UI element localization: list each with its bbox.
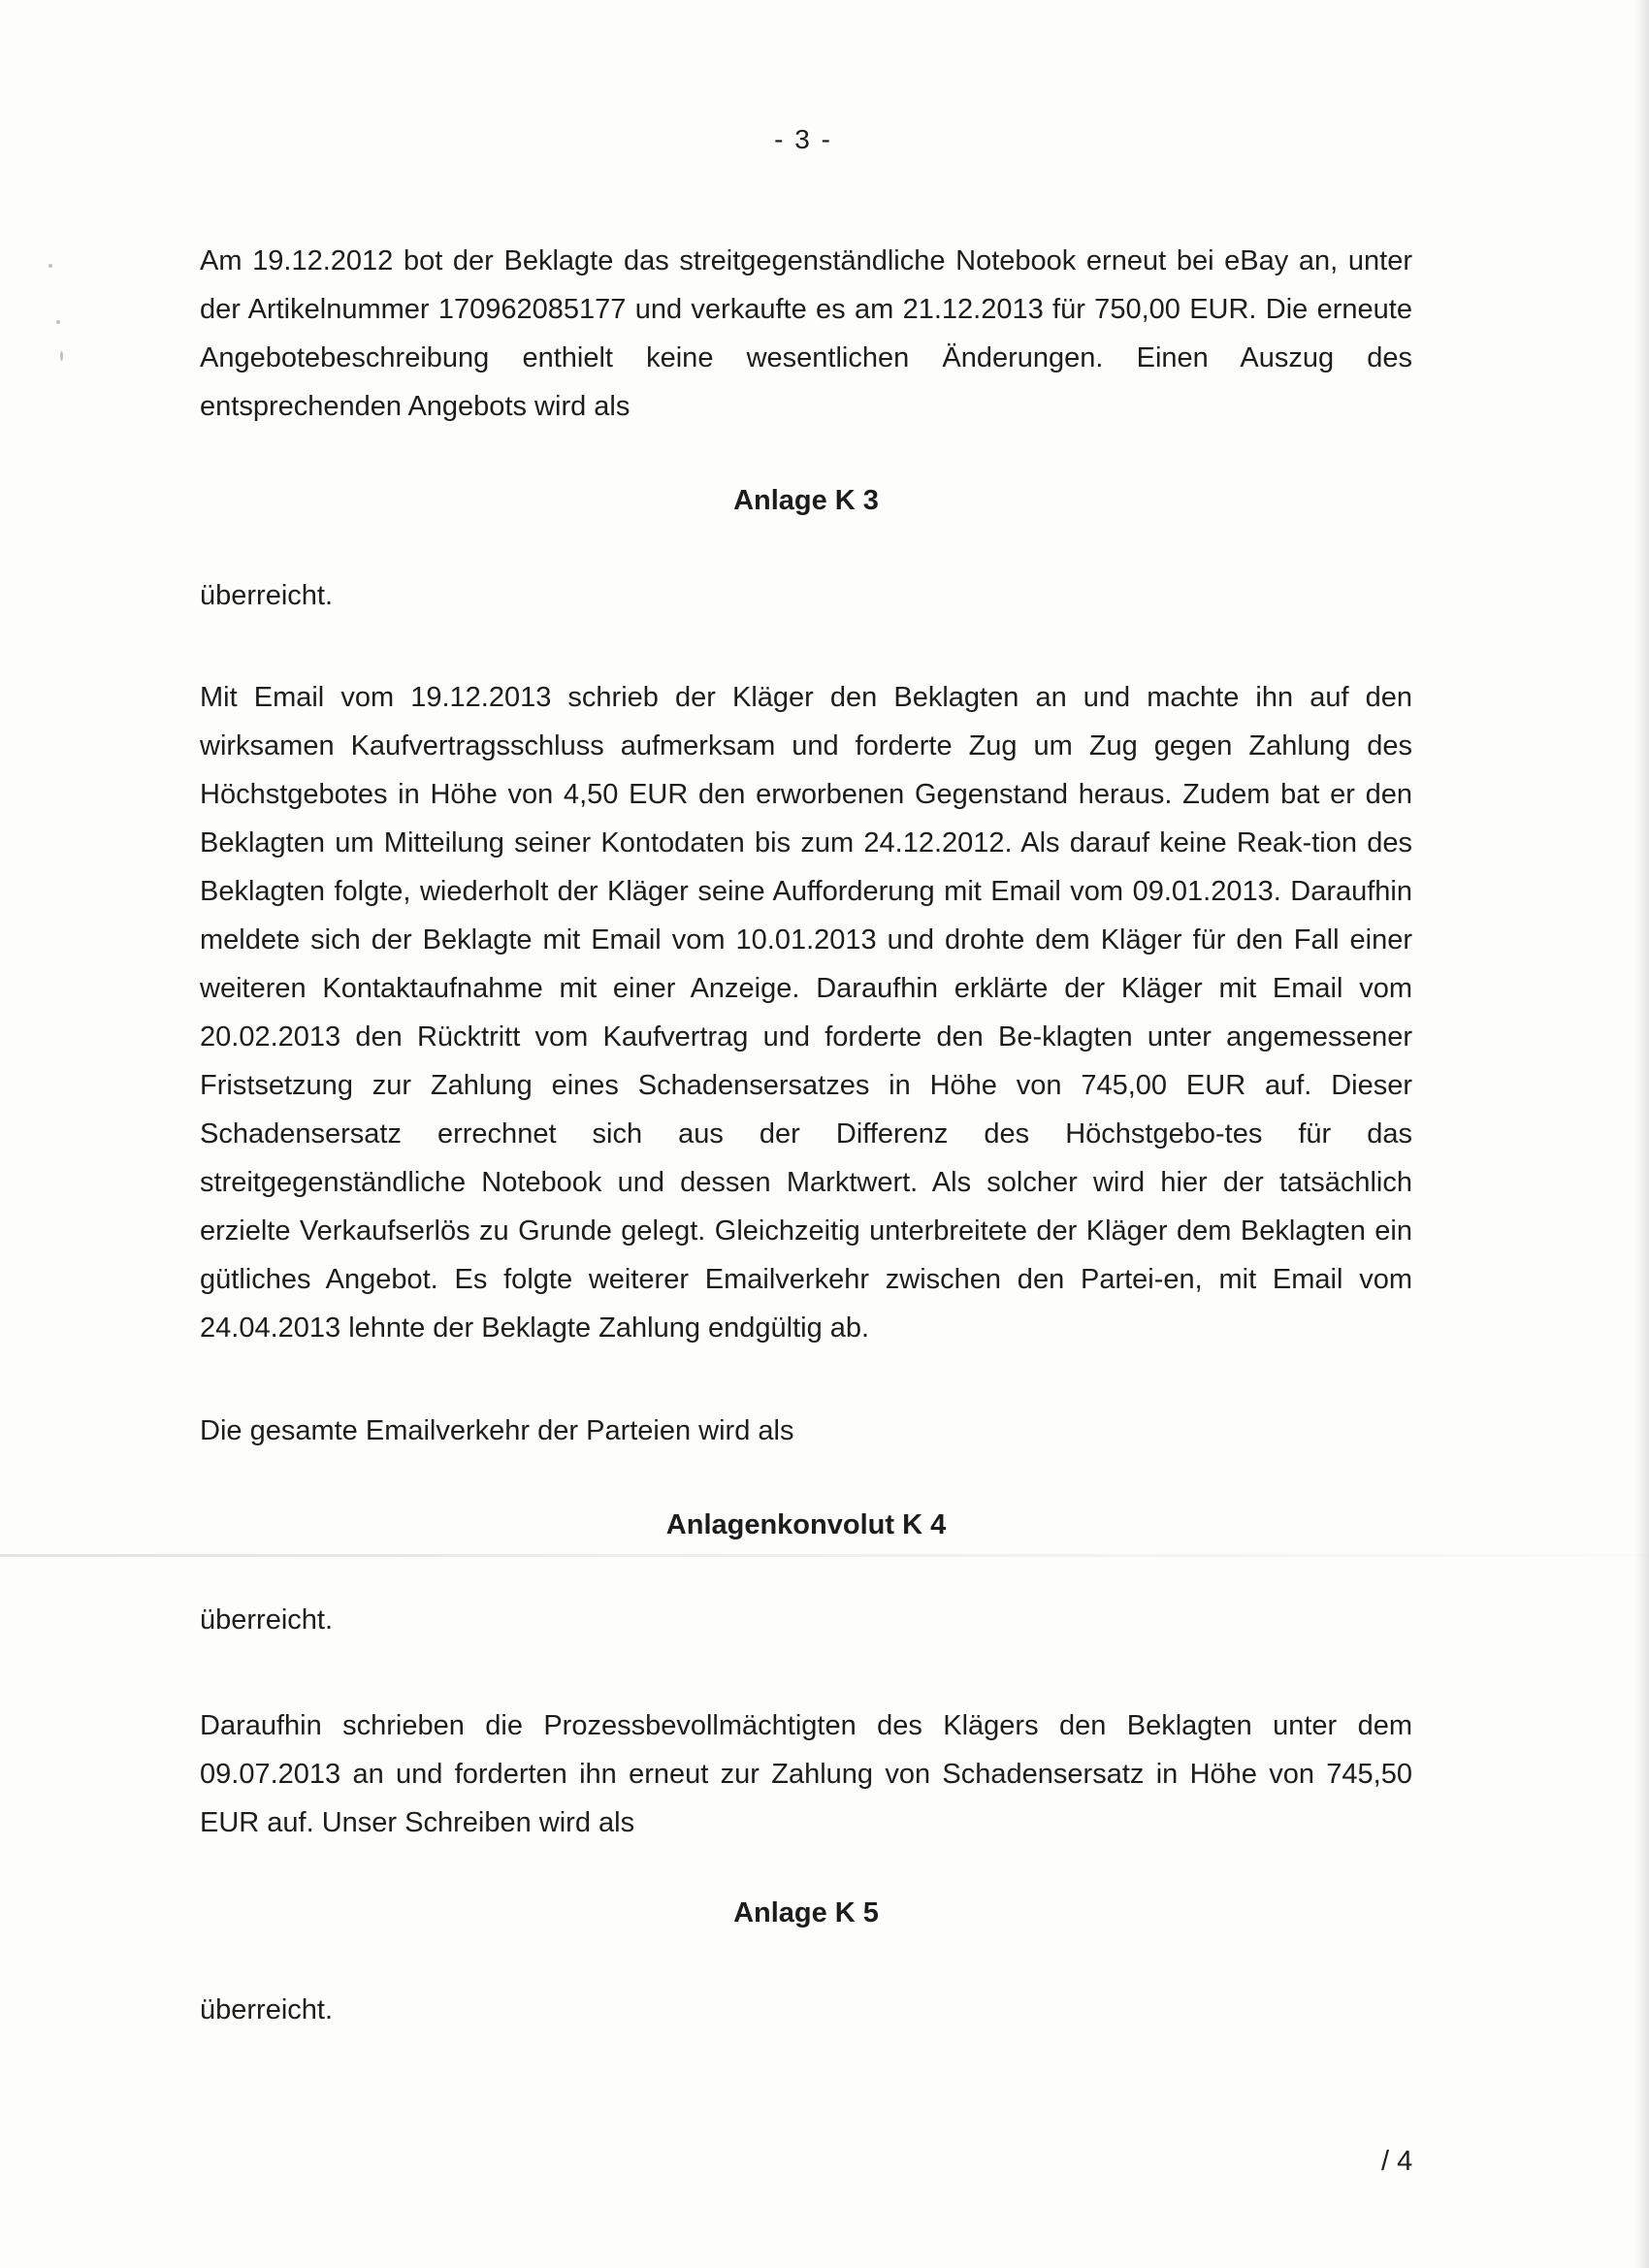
scan-speck	[60, 351, 63, 361]
continuation-page-ref: / 4	[1381, 2146, 1413, 2177]
paper-fold-line	[0, 1554, 1649, 1557]
paragraph-email-annex-intro	[200, 1407, 1412, 1455]
paragraph-text: Die gesamte Emailverkehr der Parteien wird als	[200, 1415, 794, 1446]
annex-k5-heading: Anlage K 5	[733, 1897, 879, 1928]
scan-edge-shadow	[1635, 0, 1649, 2268]
paragraph-text: Am 19.12.2012 bot der Beklagte das streitgegenständliche Notebook erneut bei eBay an, unter der Artikelnummer 170962085177 und verkaufte es am 21.12.2013 für 750,00 EUR. Die erneute Angebotebeschreibung enthielt keine wesentlichen Änderungen. Einen Auszug des entsprechenden Angebots wird als	[200, 245, 1412, 422]
handed-over-text: überreicht.	[200, 1604, 334, 1636]
page-number: - 3 -	[774, 124, 832, 154]
handed-over-text: überreicht.	[200, 580, 334, 611]
annex-k4-heading: Anlagenkonvolut K 4	[665, 1509, 947, 1540]
annex-k3-heading: Anlage K 3	[733, 485, 879, 516]
paragraph-text: Daraufhin schrieben die Prozessbevollmächtigten des Klägers den Beklagten unter dem 09.07.2013 an und forderten ihn erneut zur Zahlung von Schadensersatz in Höhe von 745,50 EUR auf. Unser Schreiben wird als	[200, 1710, 1412, 1838]
paragraph-offer	[200, 237, 1412, 431]
paragraph-lawyer-letter	[200, 1701, 1412, 1847]
scan-speck	[56, 320, 60, 324]
handed-over-text: überreicht.	[200, 1994, 334, 2025]
paragraph-email-correspondence	[200, 673, 1412, 1352]
paragraph-text: Mit Email vom 19.12.2013 schrieb der Kläger den Beklagten an und machte ihn auf den wirksamen Kaufvertragsschluss aufmerksam und forderte Zug um Zug gegen Zahlung des Höchstgebotes in Höhe von 4,50 EUR den erworbenen Gegenstand heraus. Zudem bat er den Beklagten um Mitteilung seiner Kontodaten bis zum 24.12.2012. Als darauf keine Reak-tion des Beklagten folgte, wiederholt der Kläger seine Aufforderung mit Email vom 09.01.2013. Daraufhin meldete sich der Beklagte mit Email vom 10.01.2013 und drohte dem Kläger für den Fall einer weiteren Kontaktaufnahme mit einer Anzeige. Daraufhin erklärte der Kläger mit Email vom 20.02.2013 den Rücktritt vom Kaufvertrag und forderte den Be-klagten unter angemessener Fristsetzung zur Zahlung eines Schadensersatzes in Höhe von 745,00 EUR auf. Dieser Schadensersatz errechnet sich aus der Differenz des Höchstgebo-tes für das streitgegenständliche Notebook und dessen Marktwert. Als solcher wird hier der tatsächlich erzielte Verkaufserlös zu Grunde gelegt. Gleichzeitig unterbreitete der Kläger dem Beklagten ein gütliches Angebot. Es folgte weiterer Emailverkehr zwischen den Partei-en, mit Email vom 24.04.2013 lehnte der Beklagte Zahlung endgültig ab.	[200, 682, 1412, 1344]
scan-speck	[48, 264, 52, 268]
